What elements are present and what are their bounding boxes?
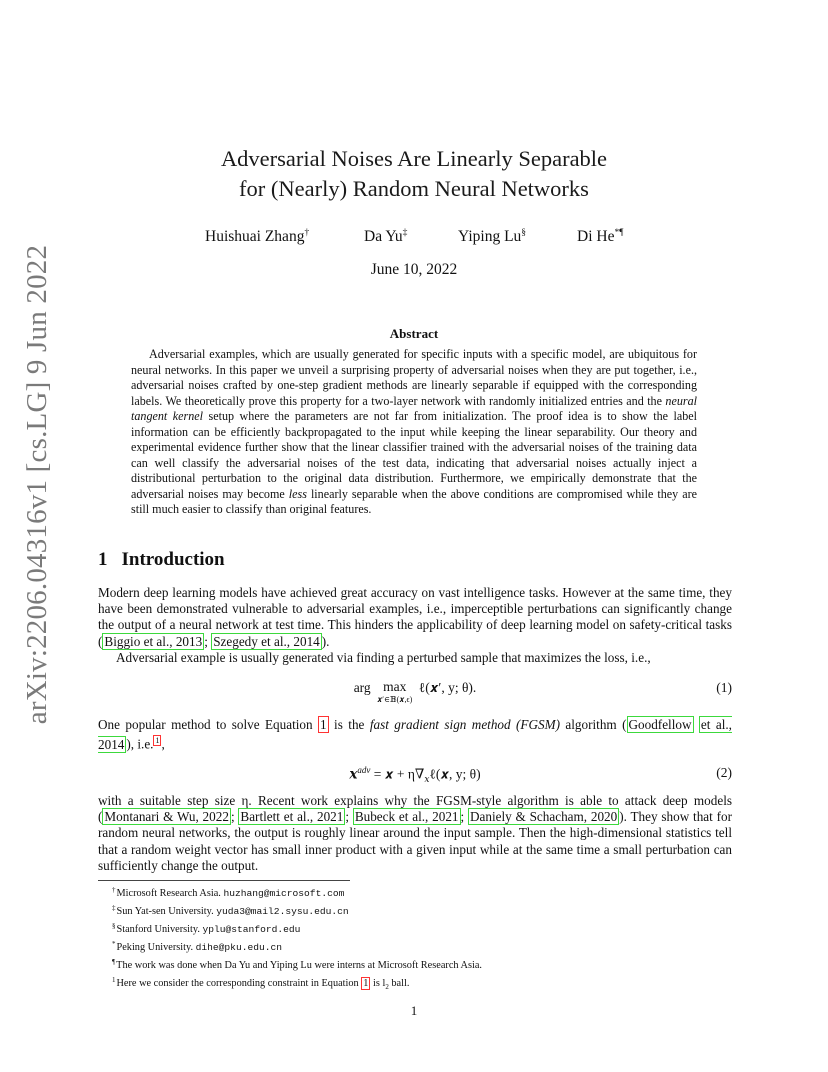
footnote-mark: 1: [112, 976, 116, 985]
equation-2-number: (2): [716, 765, 732, 780]
paragraph-text: with a suitable step size η. Recent work explains why the FGSM-style algorithm is able to attack deep models (: [98, 793, 732, 825]
citation-link[interactable]: Montanari & Wu, 2022: [104, 809, 229, 825]
footnote-affiliation-2: [98, 901, 732, 919]
intro-paragraph-2: Adversarial example is usually generated via finding a perturbed sample that maximizes the loss, i.e.,: [116, 650, 651, 665]
abstract-part: Adversarial examples, which are usually generated for specific inputs with a specific model, are ubiquitous for neural networks. In this paper we unveil a surprising property of adversarial noises when they are put together, i.e., adversarial noises crafted by one-step gradient methods are linearly separable if equipped with the corresponding labels. We theoretically prove this property for a two-layer network with randomly initialized entries and the: [131, 347, 697, 408]
citation-link[interactable]: Biggio et al., 2013: [104, 633, 203, 649]
author-list: [0, 228, 828, 250]
equation-tail: ℓ(𝒙, y; θ): [429, 766, 481, 782]
footnote-email: dihe@pku.edu.cn: [195, 942, 282, 954]
equation-lhs: 𝒙: [349, 766, 358, 782]
footnote-affiliation-3: [98, 919, 732, 937]
footnote-mark: ¶: [112, 958, 116, 967]
footnote-text: Sun Yat-sen University.: [116, 906, 217, 918]
paragraph-text: ), i.e.: [126, 736, 154, 752]
equation-2-body: [98, 765, 732, 785]
citation-separator: ;: [230, 809, 239, 825]
author-affiliation-mark: *¶: [614, 228, 624, 238]
footnote-subscript: 2: [385, 983, 389, 992]
citation-link[interactable]: Bartlett et al., 2021: [240, 809, 344, 825]
footnotes: [98, 883, 732, 995]
paragraph-text: ,: [161, 736, 165, 752]
equation-reference-link[interactable]: 1: [320, 717, 327, 732]
equation-max-operator: [377, 680, 412, 706]
footnote-text: Stanford University.: [116, 924, 203, 936]
footnote-affiliation-4: [98, 937, 732, 955]
footnote-internship: [98, 955, 732, 973]
paragraph-text: One popular method to solve Equation: [98, 717, 319, 732]
citation-link-continued[interactable]: et al., 2014: [98, 717, 732, 752]
equation-1-number: (1): [716, 680, 732, 695]
footnote-reference-link[interactable]: 1: [155, 736, 160, 746]
section-heading: [98, 549, 225, 571]
title-line-1: Adversarial Noises Are Linearly Separable: [220, 146, 608, 171]
footnote-text: is l: [370, 978, 386, 990]
footnote-text: Microsoft Research Asia.: [116, 888, 224, 899]
footnote-email: yuda3@mail2.sysu.edu.cn: [216, 906, 349, 918]
equation-2: [98, 765, 732, 783]
equation-rhs: = 𝒙 + η∇: [370, 766, 425, 782]
equation-subscript: 𝑥: [424, 774, 430, 785]
equation-arg: arg: [353, 680, 371, 695]
footnote-text: Here we consider the corresponding constraint in Equation: [116, 978, 362, 990]
equation-1-expression: ℓ(𝒙′, y; θ).: [418, 680, 477, 695]
arxiv-identifier-text: arXiv:2206.04316v1 [cs.LG] 9 Jun 2022: [21, 244, 54, 724]
citation-separator: ;: [204, 633, 212, 649]
citation-separator: ;: [345, 809, 353, 825]
footnote-mark: *: [112, 940, 116, 949]
abstract-emphasis: less: [288, 486, 307, 501]
author-name: Yiping Lu: [458, 228, 522, 245]
footnote-text: The work was done when Da Yu and Yiping Lu were interns at Microsoft Research Asia.: [116, 960, 482, 972]
author-4: [577, 228, 624, 246]
author-3: [458, 228, 526, 246]
footnote-email: huzhang@microsoft.com: [223, 888, 345, 899]
citation-link[interactable]: Daniely & Schacham, 2020: [469, 809, 618, 825]
citation-link[interactable]: Bubeck et al., 2021: [354, 809, 459, 825]
abstract-text: [131, 347, 697, 518]
footnote-divider: [98, 880, 350, 881]
intro-paragraph-4: [98, 793, 732, 874]
section-number: 1: [98, 549, 108, 570]
abstract-emphasis: neural tangent kernel: [131, 393, 697, 423]
footnote-constraint: [98, 973, 732, 994]
author-name: Di He: [577, 228, 615, 245]
author-affiliation-mark: ‡: [402, 228, 408, 238]
footnote-mark: ‡: [112, 904, 116, 913]
citation-separator: ;: [460, 809, 468, 825]
abstract-part: setup where the parameters are not far from initialization. The proof idea is to show the label information can be efficiently backpropagated to the input while keeping the linear separability. Our theory and experimental evidence further show that the linear classifier trained with the adversarial noises of the training data can well classify the adversarial noises of the test data, indicating that adversarial noises actually inject a distributional perturbation to the original data distribution. Furthermore, we empirically demonstrate that the adversarial noises may become: [131, 409, 697, 501]
footnote-affiliation-1: [98, 883, 732, 901]
intro-paragraph-3: [98, 717, 732, 753]
paragraph-text: ). They show that for random neural networks, the output is roughly linear around the input sample. Then the high-dimensional statistics tell that a random weight vector has small inner product with a given input while at the same time a small perturbation can sufficiently change the output.: [98, 809, 732, 873]
arxiv-identifier-stamp: [18, 244, 58, 724]
page-number: 1: [410, 1003, 418, 1018]
paper-title: [0, 144, 828, 204]
title-line-2: for (Nearly) Random Neural Networks: [239, 176, 589, 201]
author-name: Da Yu: [364, 228, 403, 245]
equation-superscript: adv: [357, 765, 371, 775]
author-affiliation-mark: §: [521, 228, 527, 238]
author-2: [364, 228, 407, 246]
publication-date: June 10, 2022: [370, 261, 458, 278]
footnote-email: yplu@stanford.edu: [202, 924, 301, 936]
paragraph-text: is the: [328, 717, 370, 732]
equation-max: max: [383, 679, 407, 694]
paragraph-text: algorithm (: [559, 717, 627, 732]
equation-1-body: [98, 680, 732, 706]
footnote-mark: †: [112, 886, 116, 894]
equation-1: [98, 680, 732, 706]
paragraph-emphasis: fast gradient sign method (FGSM): [369, 717, 560, 732]
footnote-text: Peking University.: [116, 942, 196, 954]
citation-link[interactable]: Szegedy et al., 2014: [213, 633, 320, 649]
footnote-text: ball.: [388, 978, 410, 990]
paragraph-text: Modern deep learning models have achieved great accuracy on vast intelligence tasks. However at the same time, they have been demonstrated vulnerable to adversarial examples, i.e., imperceptible perturbations can significantly change the output of a neural network at test time. This hinders the applicability of deep learning model on safety-critical tasks (: [98, 585, 732, 649]
section-title: Introduction: [121, 549, 225, 570]
author-affiliation-mark: †: [304, 228, 310, 238]
intro-paragraph-1: [98, 585, 732, 650]
author-1: [205, 228, 309, 246]
citation-link[interactable]: Goodfellow: [628, 717, 692, 732]
abstract-heading: Abstract: [389, 326, 439, 341]
abstract-part: linearly separable when the above conditions are compromised while they are still much easier to classify than original features.: [131, 486, 697, 516]
equation-reference-link[interactable]: 1: [363, 978, 369, 990]
equation-max-subscript: 𝒙′∈𝔹(𝒙,ϵ): [377, 695, 413, 704]
paragraph-text: ).: [321, 633, 330, 649]
footnote-mark: §: [112, 922, 116, 931]
author-name: Huishuai Zhang: [205, 228, 305, 245]
